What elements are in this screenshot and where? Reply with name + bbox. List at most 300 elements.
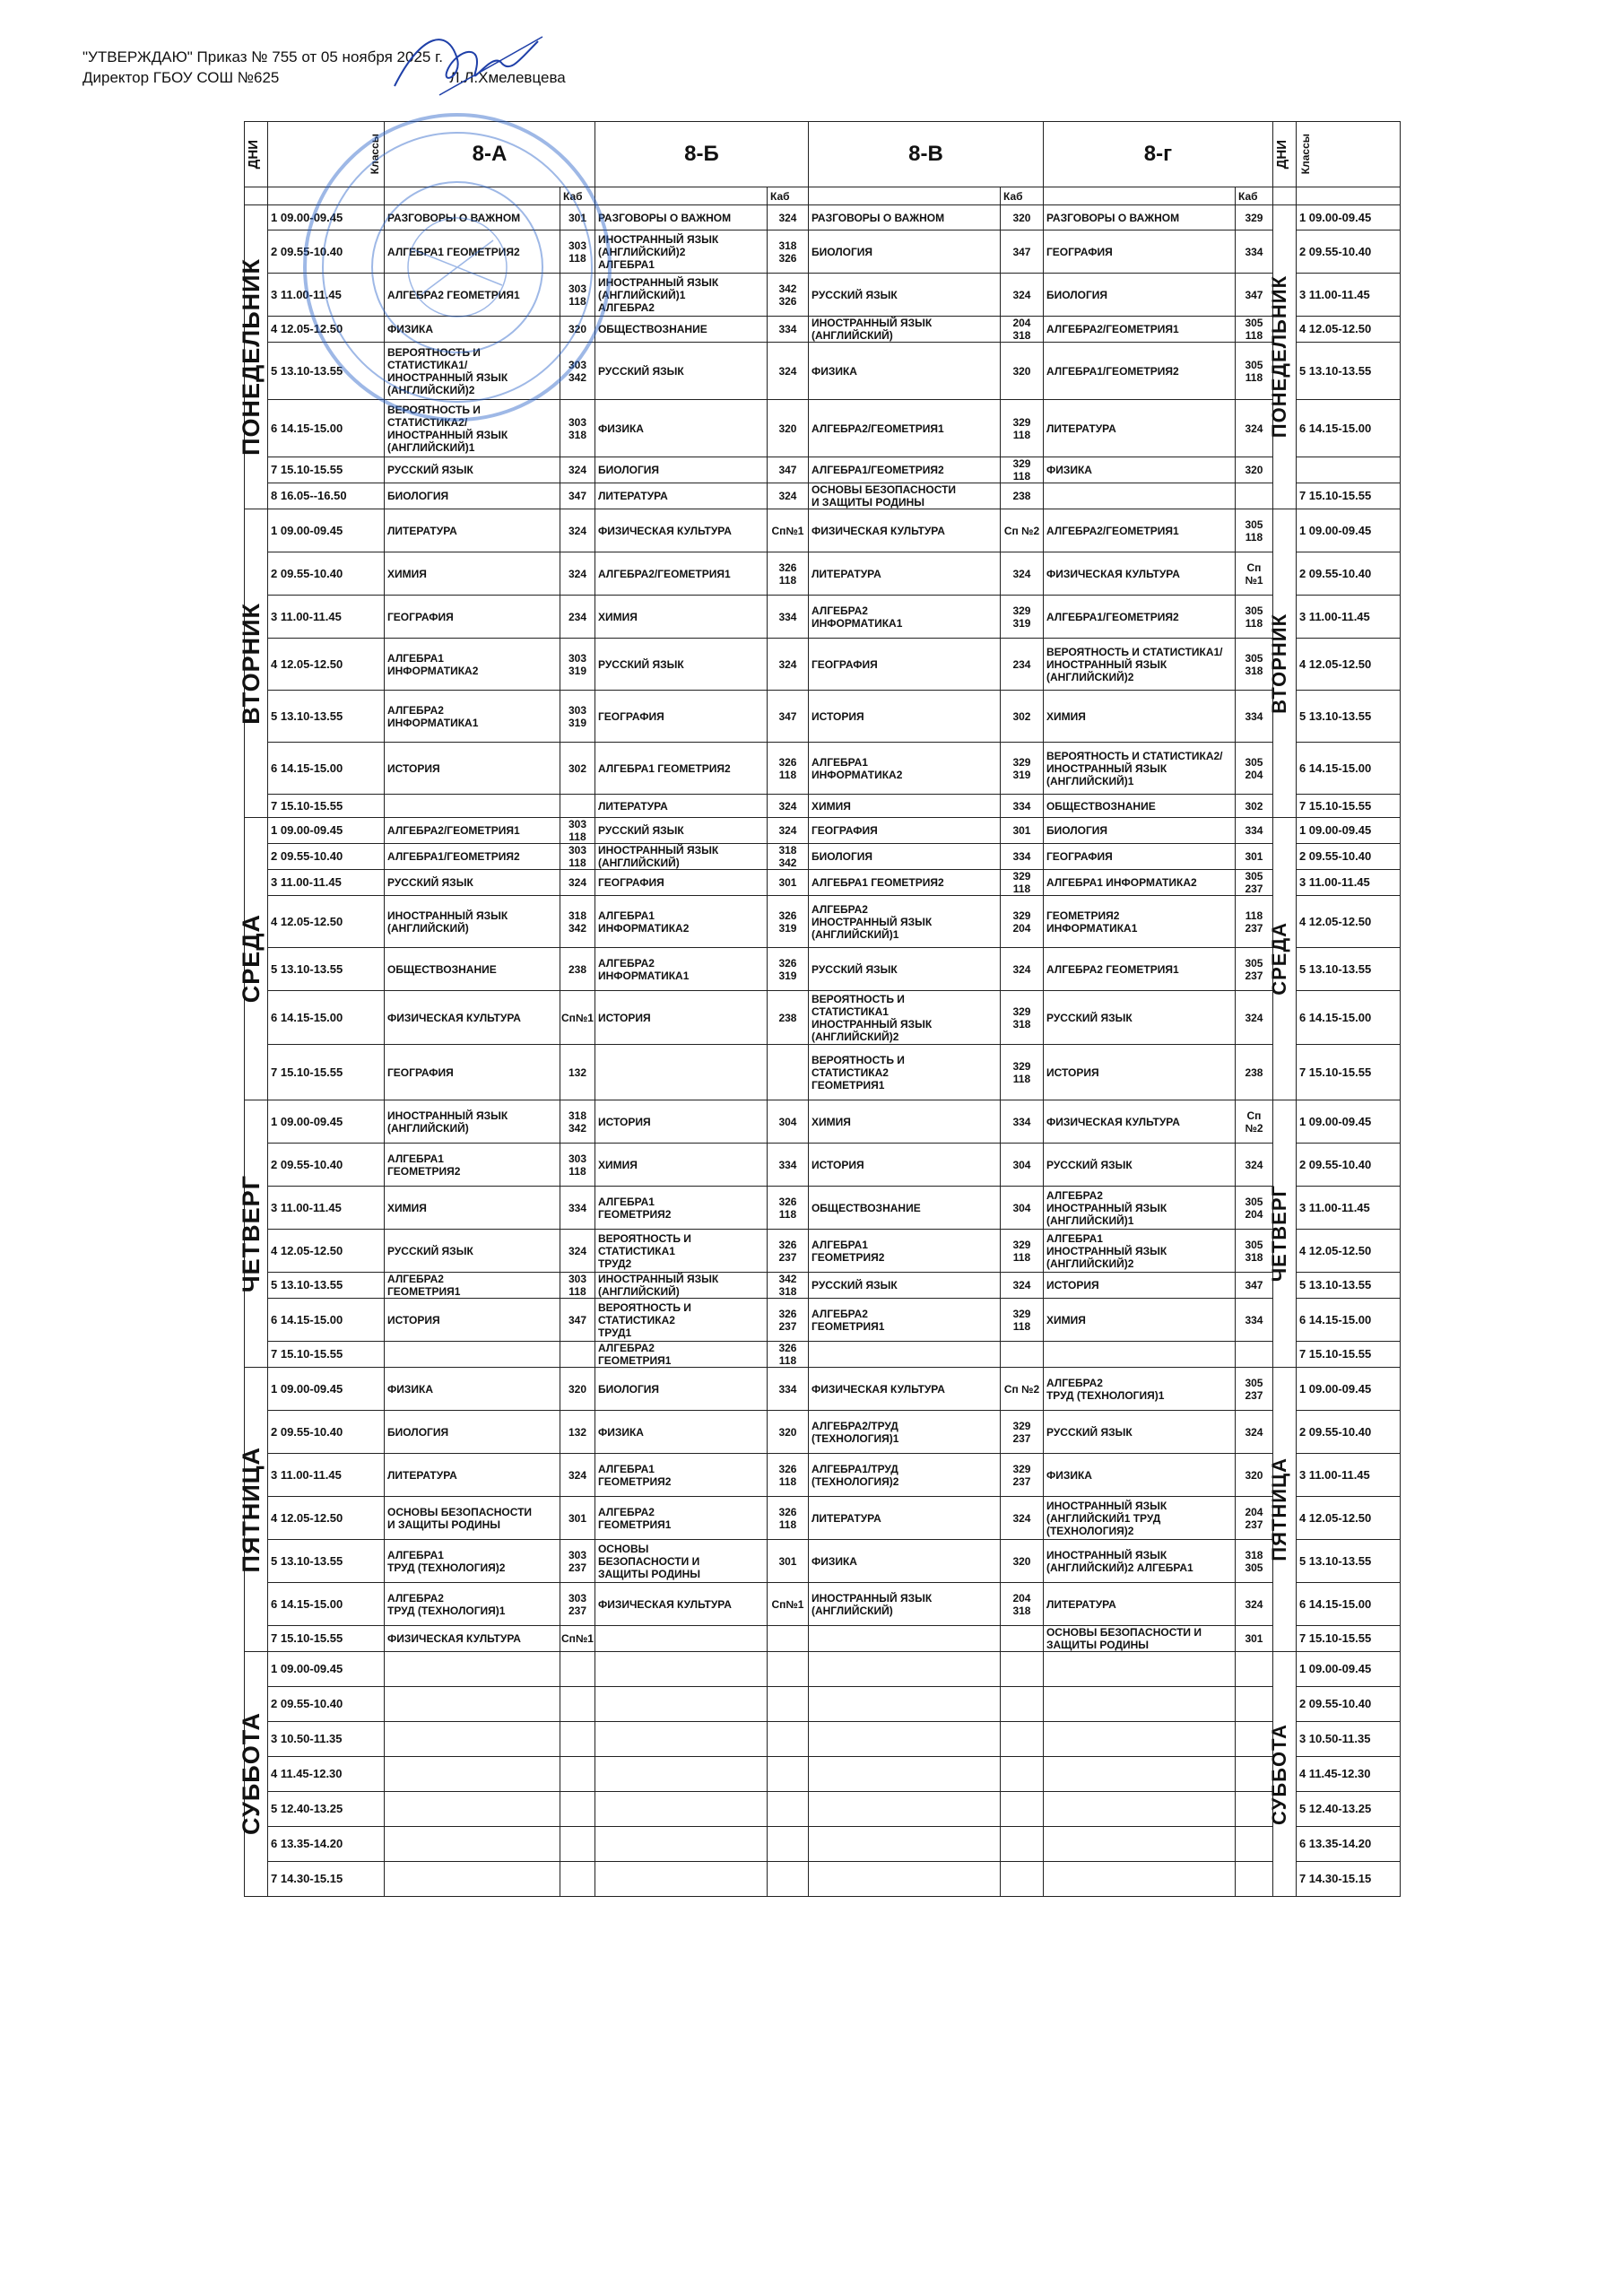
lesson-row	[245, 896, 1401, 948]
room-cell: 305 318	[1235, 1230, 1272, 1273]
cab-header: Каб	[1235, 187, 1272, 205]
room-cell: 320	[560, 317, 595, 343]
subject-cell	[385, 1652, 560, 1687]
lesson-time-right: 1 09.00-09.45	[1296, 818, 1400, 844]
lesson-time: 4 11.45-12.30	[268, 1757, 385, 1792]
subject-cell	[385, 1827, 560, 1862]
lesson-row	[245, 1273, 1401, 1299]
lesson-row	[245, 1722, 1401, 1757]
class-8b: 8-Б	[595, 122, 808, 187]
subject-cell: БИОЛОГИЯ	[385, 1411, 560, 1454]
room-cell: 329 318	[1000, 991, 1043, 1045]
subject-cell: РАЗГОВОРЫ О ВАЖНОМ	[385, 205, 560, 230]
subject-cell: АЛГЕБРА1 ГЕОМЕТРИЯ2	[808, 1230, 1000, 1273]
subject-cell: ВЕРОЯТНОСТЬ И СТАТИСТИКА1 ТРУД2	[595, 1230, 767, 1273]
subject-cell: РУССКИЙ ЯЗЫК	[808, 1273, 1000, 1299]
lesson-row	[245, 274, 1401, 317]
subject-cell: ХИМИЯ	[385, 552, 560, 596]
subject-cell	[595, 1862, 767, 1897]
subject-cell: АЛГЕБРА1/ГЕОМЕТРИЯ2	[385, 844, 560, 870]
room-cell: 318 342	[560, 896, 595, 948]
room-cell: 324	[560, 1454, 595, 1497]
subject-cell: ФИЗИКА	[808, 343, 1000, 400]
room-cell	[560, 1862, 595, 1897]
lesson-time: 7 14.30-15.15	[268, 1862, 385, 1897]
room-cell: 303 118	[560, 844, 595, 870]
lesson-time: 3 11.00-11.45	[268, 1187, 385, 1230]
room-cell: 234	[1000, 639, 1043, 691]
subject-cell: ГЕОГРАФИЯ	[1043, 844, 1235, 870]
subject-cell: АЛГЕБРА1 ГЕОМЕТРИЯ2	[385, 1144, 560, 1187]
subject-cell	[808, 1792, 1000, 1827]
subject-cell: ЛИТЕРАТУРА	[808, 552, 1000, 596]
subject-cell: БИОЛОГИЯ	[808, 230, 1000, 274]
room-cell: 303 319	[560, 639, 595, 691]
subject-cell: ИСТОРИЯ	[1043, 1045, 1235, 1100]
room-cell: 326 118	[767, 743, 808, 795]
lesson-time: 6 14.15-15.00	[268, 1299, 385, 1342]
lesson-time: 2 09.55-10.40	[268, 1411, 385, 1454]
lesson-time: 8 16.05--16.50	[268, 483, 385, 509]
room-cell: 304	[1000, 1187, 1043, 1230]
room-cell: 305 118	[1235, 343, 1272, 400]
room-cell: 324	[1235, 1583, 1272, 1626]
subject-cell: АЛГЕБРА2 ИНФОРМАТИКА1	[808, 596, 1000, 639]
subject-cell: АЛГЕБРА1 ГЕОМЕТРИЯ2	[808, 870, 1000, 896]
subject-cell: АЛГЕБРА2 ГЕОМЕТРИЯ1	[595, 1342, 767, 1368]
classes-header: Классы	[268, 122, 385, 187]
room-cell: 303 118	[560, 230, 595, 274]
lesson-time: 4 12.05-12.50	[268, 1497, 385, 1540]
subject-cell	[385, 1862, 560, 1897]
subject-cell: ФИЗИЧЕСКАЯ КУЛЬТУРА	[385, 1626, 560, 1652]
subject-cell	[385, 1757, 560, 1792]
room-cell: 326 237	[767, 1299, 808, 1342]
subject-cell: ФИЗИЧЕСКАЯ КУЛЬТУРА	[385, 991, 560, 1045]
subject-cell: РУССКИЙ ЯЗЫК	[1043, 991, 1235, 1045]
subject-cell: РУССКИЙ ЯЗЫК	[808, 274, 1000, 317]
subject-cell: АЛГЕБРА2 ТРУД (ТЕХНОЛОГИЯ)1	[1043, 1368, 1235, 1411]
subject-cell: ФИЗИКА	[595, 400, 767, 457]
subject-cell: АЛГЕБРА2/ГЕОМЕТРИЯ1	[1043, 509, 1235, 552]
subject-cell	[1043, 1792, 1235, 1827]
subject-cell	[385, 1792, 560, 1827]
room-cell: 303 342	[560, 343, 595, 400]
lesson-time: 6 14.15-15.00	[268, 400, 385, 457]
subject-cell	[595, 1687, 767, 1722]
lesson-time-right: 4 12.05-12.50	[1296, 317, 1400, 343]
subject-cell: ИНОСТРАННЫЙ ЯЗЫК (АНГЛИЙСКИЙ)	[808, 1583, 1000, 1626]
room-cell: 303 118	[560, 1144, 595, 1187]
subject-cell: ИНОСТРАННЫЙ ЯЗЫК (АНГЛИЙСКИЙ)	[385, 896, 560, 948]
lesson-time: 3 11.00-11.45	[268, 1454, 385, 1497]
subject-cell	[595, 1827, 767, 1862]
room-cell: 334	[1000, 1100, 1043, 1144]
room-cell: 342 326	[767, 274, 808, 317]
room-cell	[560, 1757, 595, 1792]
lesson-time: 1 09.00-09.45	[268, 1100, 385, 1144]
subject-cell: ФИЗИКА	[385, 317, 560, 343]
subject-cell: ОБЩЕСТВОЗНАНИЕ	[808, 1187, 1000, 1230]
room-cell: 329 319	[1000, 743, 1043, 795]
subject-cell: ГЕОГРАФИЯ	[385, 596, 560, 639]
subject-cell: ЛИТЕРАТУРА	[385, 509, 560, 552]
lesson-row	[245, 1652, 1401, 1687]
subject-cell: ФИЗИЧЕСКАЯ КУЛЬТУРА	[595, 509, 767, 552]
days-header: ДНИ	[245, 122, 268, 187]
subject-cell: ЛИТЕРАТУРА	[595, 795, 767, 818]
room-cell: 305 118	[1235, 317, 1272, 343]
lesson-time: 4 12.05-12.50	[268, 639, 385, 691]
lesson-row	[245, 1583, 1401, 1626]
subject-cell: АЛГЕБРА1/ГЕОМЕТРИЯ2	[1043, 343, 1235, 400]
subject-cell	[1043, 1342, 1235, 1368]
room-cell: 329 118	[1000, 1299, 1043, 1342]
lesson-row	[245, 1342, 1401, 1368]
room-cell: 305 118	[1235, 596, 1272, 639]
room-cell	[1235, 483, 1272, 509]
lesson-time-right: 6 14.15-15.00	[1296, 1299, 1400, 1342]
lesson-time: 3 11.00-11.45	[268, 596, 385, 639]
day-label: СУББОТА	[245, 1652, 268, 1897]
room-cell: 324	[1000, 552, 1043, 596]
lesson-time: 3 11.00-11.45	[268, 274, 385, 317]
room-cell: 347	[1000, 230, 1043, 274]
room-cell: 329 118	[1000, 1230, 1043, 1273]
subject-cell	[385, 1342, 560, 1368]
room-cell: 324	[560, 1230, 595, 1273]
room-cell: Сп№1	[767, 1583, 808, 1626]
lesson-time-right: 3 11.00-11.45	[1296, 1454, 1400, 1497]
subject-cell	[1043, 1862, 1235, 1897]
subject-cell: ОСНОВЫ БЕЗОПАСНОСТИ И ЗАЩИТЫ РОДИНЫ	[595, 1540, 767, 1583]
subject-cell: ГЕОМЕТРИЯ2 ИНФОРМАТИКА1	[1043, 896, 1235, 948]
room-cell: 238	[767, 991, 808, 1045]
lesson-row	[245, 1626, 1401, 1652]
subject-cell: ОСНОВЫ БЕЗОПАСНОСТИ И ЗАЩИТЫ РОДИНЫ	[808, 483, 1000, 509]
lesson-row	[245, 1045, 1401, 1100]
room-cell: 234	[560, 596, 595, 639]
room-cell: 347	[560, 483, 595, 509]
subject-cell: РАЗГОВОРЫ О ВАЖНОМ	[808, 205, 1000, 230]
subject-cell: АЛГЕБРА2 ИНФОРМАТИКА1	[595, 948, 767, 991]
room-cell	[1000, 1342, 1043, 1368]
subject-cell: ВЕРОЯТНОСТЬ И СТАТИСТИКА2/ ИНОСТРАННЫЙ ЯЗЫК (АНГЛИЙСКИЙ)1	[1043, 743, 1235, 795]
lesson-time-right: 7 15.10-15.55	[1296, 795, 1400, 818]
lesson-time: 5 13.10-13.55	[268, 343, 385, 400]
room-cell: 347	[767, 691, 808, 743]
lesson-row	[245, 205, 1401, 230]
subject-cell	[1043, 1827, 1235, 1862]
lesson-time-right: 6 14.15-15.00	[1296, 991, 1400, 1045]
lesson-time-right: 4 12.05-12.50	[1296, 639, 1400, 691]
room-cell: 318 305	[1235, 1540, 1272, 1583]
subject-cell: АЛГЕБРА1/ГЕОМЕТРИЯ2	[808, 457, 1000, 483]
room-cell: 320	[1000, 1540, 1043, 1583]
room-cell: 324	[560, 509, 595, 552]
room-cell	[767, 1722, 808, 1757]
subject-cell: РАЗГОВОРЫ О ВАЖНОМ	[595, 205, 767, 230]
subject-cell: ХИМИЯ	[1043, 1299, 1235, 1342]
room-cell	[767, 1757, 808, 1792]
lesson-time: 3 11.00-11.45	[268, 870, 385, 896]
lesson-time-right: 6 14.15-15.00	[1296, 400, 1400, 457]
lesson-time: 7 15.10-15.55	[268, 1045, 385, 1100]
day-label-right: ПЯТНИЦА	[1272, 1368, 1296, 1652]
subject-cell: ВЕРОЯТНОСТЬ И СТАТИСТИКА2 ГЕОМЕТРИЯ1	[808, 1045, 1000, 1100]
room-cell: 334	[560, 1187, 595, 1230]
subject-cell: АЛГЕБРА1 ИНФОРМАТИКА2	[385, 639, 560, 691]
lesson-time: 1 09.00-09.45	[268, 205, 385, 230]
subject-cell: АЛГЕБРА1 ГЕОМЕТРИЯ2	[595, 1454, 767, 1497]
subject-cell: ИНОСТРАННЫЙ ЯЗЫК (АНГЛИЙСКИЙ)2 АЛГЕБРА1	[1043, 1540, 1235, 1583]
director-line	[82, 67, 566, 88]
room-cell: 342 318	[767, 1273, 808, 1299]
approval-order-line: "УТВЕРЖДАЮ" Приказ № 755 от 05 ноября 2025 г.	[82, 48, 443, 65]
subject-cell: РУССКИЙ ЯЗЫК	[385, 870, 560, 896]
lesson-time-right: 2 09.55-10.40	[1296, 1411, 1400, 1454]
room-cell	[560, 1687, 595, 1722]
room-cell: 303 237	[560, 1583, 595, 1626]
subject-cell: АЛГЕБРА1/ТРУД (ТЕХНОЛОГИЯ)2	[808, 1454, 1000, 1497]
room-cell: 324	[560, 552, 595, 596]
subject-cell: ИНОСТРАННЫЙ ЯЗЫК (АНГЛИЙСКИЙ1 ТРУД (ТЕХНОЛОГИЯ)2	[1043, 1497, 1235, 1540]
lesson-time-right: 3 11.00-11.45	[1296, 870, 1400, 896]
subject-cell: ИСТОРИЯ	[385, 743, 560, 795]
subject-cell: БИОЛОГИЯ	[385, 483, 560, 509]
room-cell: 334	[1000, 795, 1043, 818]
room-cell: 334	[1235, 1299, 1272, 1342]
lesson-time: 2 09.55-10.40	[268, 230, 385, 274]
room-cell	[1000, 1687, 1043, 1722]
room-cell: 324	[1235, 991, 1272, 1045]
subject-cell	[595, 1626, 767, 1652]
room-cell: 347	[767, 457, 808, 483]
room-cell: 334	[1235, 230, 1272, 274]
lesson-row	[245, 483, 1401, 509]
lesson-time: 5 13.10-13.55	[268, 1540, 385, 1583]
subject-cell: ИСТОРИЯ	[595, 1100, 767, 1144]
subject-cell	[808, 1722, 1000, 1757]
subject-cell: ОБЩЕСТВОЗНАНИЕ	[1043, 795, 1235, 818]
lesson-time-right: 5 13.10-13.55	[1296, 1273, 1400, 1299]
subject-cell: ИНОСТРАННЫЙ ЯЗЫК (АНГЛИЙСКИЙ)	[595, 844, 767, 870]
subject-cell: ИНОСТРАННЫЙ ЯЗЫК (АНГЛИЙСКИЙ)	[595, 1273, 767, 1299]
lesson-time-right: 7 15.10-15.55	[1296, 483, 1400, 509]
room-cell: 301	[1235, 1626, 1272, 1652]
lesson-row	[245, 1454, 1401, 1497]
lesson-time: 2 09.55-10.40	[268, 1144, 385, 1187]
subject-cell	[1043, 1757, 1235, 1792]
lesson-time-right: 1 09.00-09.45	[1296, 1100, 1400, 1144]
room-cell	[767, 1626, 808, 1652]
subject-cell: ХИМИЯ	[808, 1100, 1000, 1144]
lesson-time-right: 1 09.00-09.45	[1296, 509, 1400, 552]
room-cell: 324	[1000, 274, 1043, 317]
subject-cell: ВЕРОЯТНОСТЬ И СТАТИСТИКА2/ ИНОСТРАННЫЙ ЯЗЫК (АНГЛИЙСКИЙ)1	[385, 400, 560, 457]
lesson-time-right: 2 09.55-10.40	[1296, 844, 1400, 870]
subject-cell: ФИЗИЧЕСКАЯ КУЛЬТУРА	[808, 1368, 1000, 1411]
room-cell: 132	[560, 1411, 595, 1454]
lesson-time: 7 15.10-15.55	[268, 1342, 385, 1368]
lesson-time: 6 14.15-15.00	[268, 991, 385, 1045]
room-cell: 301	[767, 1540, 808, 1583]
day-label-right: ЧЕТВЕРГ	[1272, 1100, 1296, 1368]
subject-cell	[808, 1652, 1000, 1687]
lesson-time: 4 12.05-12.50	[268, 896, 385, 948]
room-cell: Сп№1	[560, 991, 595, 1045]
subject-cell: АЛГЕБРА2/ГЕОМЕТРИЯ1	[808, 400, 1000, 457]
subject-cell: ФИЗИЧЕСКАЯ КУЛЬТУРА	[595, 1583, 767, 1626]
room-cell	[767, 1827, 808, 1862]
subject-cell: ИСТОРИЯ	[808, 1144, 1000, 1187]
lesson-time-right: 3 11.00-11.45	[1296, 596, 1400, 639]
lesson-time-right: 6 13.35-14.20	[1296, 1827, 1400, 1862]
lesson-time-right: 3 10.50-11.35	[1296, 1722, 1400, 1757]
subject-cell: ГЕОГРАФИЯ	[1043, 230, 1235, 274]
subject-cell: ФИЗИКА	[385, 1368, 560, 1411]
room-cell: 303 118	[560, 818, 595, 844]
subject-cell: АЛГЕБРА1 ГЕОМЕТРИЯ2	[385, 230, 560, 274]
room-cell: 320	[767, 1411, 808, 1454]
room-cell: 238	[560, 948, 595, 991]
subject-cell: БИОЛОГИЯ	[595, 457, 767, 483]
room-cell: 326 118	[767, 1187, 808, 1230]
room-cell: 118 237	[1235, 896, 1272, 948]
lesson-time: 5 13.10-13.55	[268, 691, 385, 743]
lesson-row	[245, 1687, 1401, 1722]
subject-cell: АЛГЕБРА1/ГЕОМЕТРИЯ2	[1043, 596, 1235, 639]
subject-cell: РУССКИЙ ЯЗЫК	[385, 1230, 560, 1273]
day-label: ЧЕТВЕРГ	[245, 1100, 268, 1368]
lesson-row	[245, 509, 1401, 552]
room-cell	[1000, 1722, 1043, 1757]
lesson-row	[245, 844, 1401, 870]
lesson-time-right: 2 09.55-10.40	[1296, 1144, 1400, 1187]
subject-cell: АЛГЕБРА2 ГЕОМЕТРИЯ1	[1043, 948, 1235, 991]
room-cell: 304	[767, 1100, 808, 1144]
subject-cell: АЛГЕБРА2/ГЕОМЕТРИЯ1	[595, 552, 767, 596]
subject-cell: ВЕРОЯТНОСТЬ И СТАТИСТИКА1/ ИНОСТРАННЫЙ ЯЗЫК (АНГЛИЙСКИЙ)2	[1043, 639, 1235, 691]
room-cell: 329 319	[1000, 596, 1043, 639]
subject-cell: АЛГЕБРА2/ГЕОМЕТРИЯ1	[1043, 317, 1235, 343]
cab-header: Каб	[1000, 187, 1043, 205]
subject-cell: РАЗГОВОРЫ О ВАЖНОМ	[1043, 205, 1235, 230]
lesson-time-right: 7 15.10-15.55	[1296, 1045, 1400, 1100]
lesson-time-right: 7 15.10-15.55	[1296, 1342, 1400, 1368]
subject-cell: БИОЛОГИЯ	[1043, 818, 1235, 844]
subject-cell: АЛГЕБРА2 ИНФОРМАТИКА1	[385, 691, 560, 743]
subject-cell: БИОЛОГИЯ	[595, 1368, 767, 1411]
room-cell: 324	[560, 870, 595, 896]
lesson-row	[245, 1497, 1401, 1540]
lesson-time-right: 5 13.10-13.55	[1296, 691, 1400, 743]
lesson-row	[245, 991, 1401, 1045]
room-cell: 305 318	[1235, 639, 1272, 691]
subject-cell: ЛИТЕРАТУРА	[1043, 1583, 1235, 1626]
room-cell: 334	[767, 596, 808, 639]
room-cell: 326 118	[767, 1454, 808, 1497]
room-cell: 302	[1235, 795, 1272, 818]
lesson-time: 6 13.35-14.20	[268, 1827, 385, 1862]
room-cell	[1000, 1757, 1043, 1792]
room-cell: 305 118	[1235, 509, 1272, 552]
room-cell: 326 118	[767, 552, 808, 596]
lesson-row	[245, 343, 1401, 400]
room-cell: 305 237	[1235, 1368, 1272, 1411]
room-cell: 302	[560, 743, 595, 795]
subject-cell	[1043, 1722, 1235, 1757]
cab-header: Каб	[767, 187, 808, 205]
room-cell: 305 237	[1235, 870, 1272, 896]
day-label-right: СУББОТА	[1272, 1652, 1296, 1897]
room-cell	[1235, 1652, 1272, 1687]
subject-cell: АЛГЕБРА2 ГЕОМЕТРИЯ1	[595, 1497, 767, 1540]
subject-cell: ФИЗИЧЕСКАЯ КУЛЬТУРА	[1043, 1100, 1235, 1144]
lesson-time: 7 15.10-15.55	[268, 795, 385, 818]
day-label-right: СРЕДА	[1272, 818, 1296, 1100]
day-label: ПОНЕДЕЛЬНИК	[245, 205, 268, 509]
subject-cell: БИОЛОГИЯ	[808, 844, 1000, 870]
room-cell: 324	[1235, 1411, 1272, 1454]
room-cell: 238	[1000, 483, 1043, 509]
room-cell: 132	[560, 1045, 595, 1100]
room-cell: 329 118	[1000, 400, 1043, 457]
room-cell	[767, 1045, 808, 1100]
subject-cell: АЛГЕБРА2/ГЕОМЕТРИЯ1	[385, 818, 560, 844]
subject-cell	[808, 1757, 1000, 1792]
lesson-time: 4 12.05-12.50	[268, 317, 385, 343]
room-cell: 320	[1235, 1454, 1272, 1497]
room-cell: 303 118	[560, 1273, 595, 1299]
room-cell: 320	[767, 400, 808, 457]
lesson-row	[245, 691, 1401, 743]
approval-header	[82, 47, 566, 88]
lesson-time: 3 10.50-11.35	[268, 1722, 385, 1757]
cab-header: Каб	[560, 187, 595, 205]
subject-cell: ИНОСТРАННЫЙ ЯЗЫК (АНГЛИЙСКИЙ)1 АЛГЕБРА2	[595, 274, 767, 317]
subject-cell: АЛГЕБРА2 ГЕОМЕТРИЯ1	[385, 1273, 560, 1299]
lesson-time: 2 09.55-10.40	[268, 844, 385, 870]
lesson-time: 1 09.00-09.45	[268, 818, 385, 844]
lesson-row	[245, 948, 1401, 991]
subject-cell: ВЕРОЯТНОСТЬ И СТАТИСТИКА1 ИНОСТРАННЫЙ ЯЗЫК (АНГЛИЙСКИЙ)2	[808, 991, 1000, 1045]
room-cell: 329 204	[1000, 896, 1043, 948]
subject-cell: АЛГЕБРА1 ГЕОМЕТРИЯ2	[595, 743, 767, 795]
lesson-row	[245, 1368, 1401, 1411]
lesson-row	[245, 743, 1401, 795]
subject-cell	[385, 1722, 560, 1757]
lesson-row	[245, 1540, 1401, 1583]
subject-cell: ГЕОГРАФИЯ	[595, 870, 767, 896]
lesson-time: 5 13.10-13.55	[268, 1273, 385, 1299]
day-label: ВТОРНИК	[245, 509, 268, 818]
subject-cell: РУССКИЙ ЯЗЫК	[385, 457, 560, 483]
subject-cell: ГЕОГРАФИЯ	[808, 639, 1000, 691]
lesson-time-right: 7 14.30-15.15	[1296, 1862, 1400, 1897]
subject-cell: АЛГЕБРА1 ТРУД (ТЕХНОЛОГИЯ)2	[385, 1540, 560, 1583]
subject-cell: ХИМИЯ	[595, 1144, 767, 1187]
room-cell: Сп №2	[1235, 1100, 1272, 1144]
lesson-row	[245, 870, 1401, 896]
subject-cell: ГЕОГРАФИЯ	[595, 691, 767, 743]
lesson-row	[245, 230, 1401, 274]
lesson-time: 4 12.05-12.50	[268, 1230, 385, 1273]
room-cell	[560, 1827, 595, 1862]
subject-cell: ОСНОВЫ БЕЗОПАСНОСТИ И ЗАЩИТЫ РОДИНЫ	[385, 1497, 560, 1540]
subject-cell: РУССКИЙ ЯЗЫК	[595, 639, 767, 691]
room-cell: 324	[1000, 1273, 1043, 1299]
